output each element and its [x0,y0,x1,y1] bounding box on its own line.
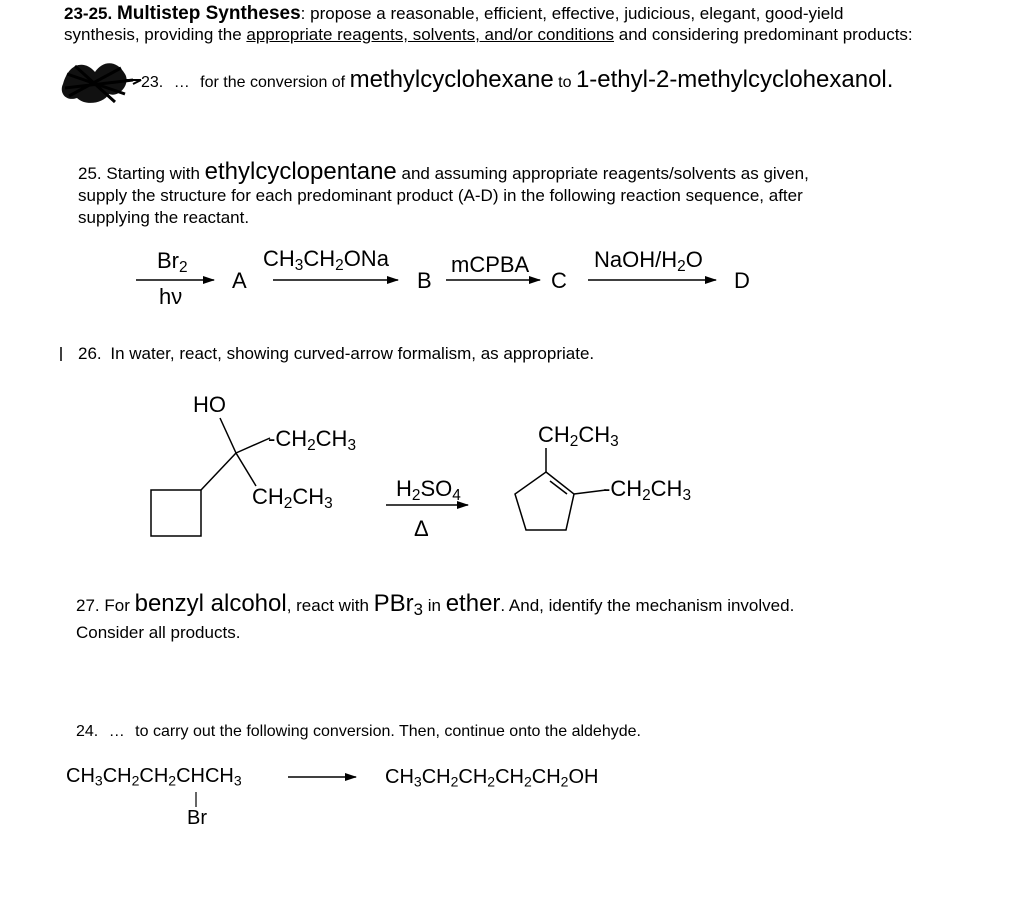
bond-ring-ethyl-right [574,490,606,494]
ethyl-label-lower: $CH_2CH_3$ [252,484,333,512]
q25-line3: supplying the reactant. [78,208,250,227]
question-25: 25. Starting with ethylcyclopentane and assuming appropriate reagents/solvents as given, [78,158,809,185]
q23-start-compound: methylcyclohexane [349,66,554,93]
reagent-br2: $Br_2$ [157,248,188,276]
q27-compound: benzyl alcohol [134,590,287,617]
section-header: 23-25. Multistep Syntheses: propose a reasonable, efficient, effective, judicious, elegant, good-yield [64,3,844,24]
q27-line2: Consider all products. [76,623,241,642]
q24-number: 24. [76,723,99,740]
q26-number: 26. [78,344,102,363]
q27-reagent: PBr$_3$ [373,590,423,620]
question-27: 27. For benzyl alcohol, react with PBr$_3$ in ether. And, identify the mechanism involved. [76,590,795,620]
q23-number: 23. [141,74,164,91]
bond-quatC-ethyl [236,453,256,486]
cyclopentene-ring [515,472,574,530]
reagent-naoh: NaOH/$H_2O$ [594,247,703,275]
product-d: D [734,268,750,293]
ethyl-label-alkene-right: $-CH_2CH_3$ [603,476,692,504]
double-bond-inner [550,481,567,494]
question-26: 26. In water, react, showing curved-arrow formalism, as appropriate. [78,344,595,363]
product-c: C [551,268,567,293]
product-a: A [232,268,247,293]
header-line2: synthesis, providing the appropriate reagents, solvents, and/or conditions and considering predominant products: [64,25,913,44]
question-23: 23. … for the conversion of methylcyclohexane to 1-ethyl-2-methylcyclohexanol. [141,66,894,93]
bond-quatC-oh [220,418,236,453]
hydroxyl-label: HO [193,392,226,417]
underlined-reagents: appropriate reagents, solvents, and/or conditions [246,25,615,44]
header-line1: propose a reasonable, efficient, effective, judicious, elegant, good-yield [310,4,844,23]
cyclobutane-ring [151,490,201,536]
q27-solvent: ether [445,590,501,617]
ethyl-label-alkene-top: $CH_2CH_3$ [538,422,619,450]
reagent-mcpba: mCPBA [451,252,530,277]
q24-bromo-substituent: Br [187,807,207,829]
section-number: 23-25. [64,4,113,23]
q25-compound: ethylcyclopentane [204,158,397,185]
ethyl-label-upper: $-CH_2CH_3$ [268,426,357,454]
q25-line2: supply the structure for each predominant product (A-D) in the following reaction sequence, after [78,186,803,205]
section-title: Multistep Syntheses [116,3,301,24]
reagent-hv: hν [159,284,183,309]
q24-product: $CH_3CH_2CH_2CH_2CH_2OH$ [385,766,599,790]
question-24: 24. … to carry out the following conversion. Then, continue onto the aldehyde. [76,723,641,740]
q24-start-compound: $CH_3CH_2CH_2CHCH_3$ [66,765,242,789]
acid-catalyst: $H_2SO_4$ [396,476,461,504]
heat-symbol: Δ [414,516,429,541]
bond-ring-quatC [201,453,236,490]
product-b: B [417,268,432,293]
q23-product: 1-ethyl-2-methylcyclohexanol. [575,66,894,93]
reagent-ethoxide: $CH_3CH_2ONa$ [263,246,389,274]
bond-quatC-tertC [236,438,270,453]
